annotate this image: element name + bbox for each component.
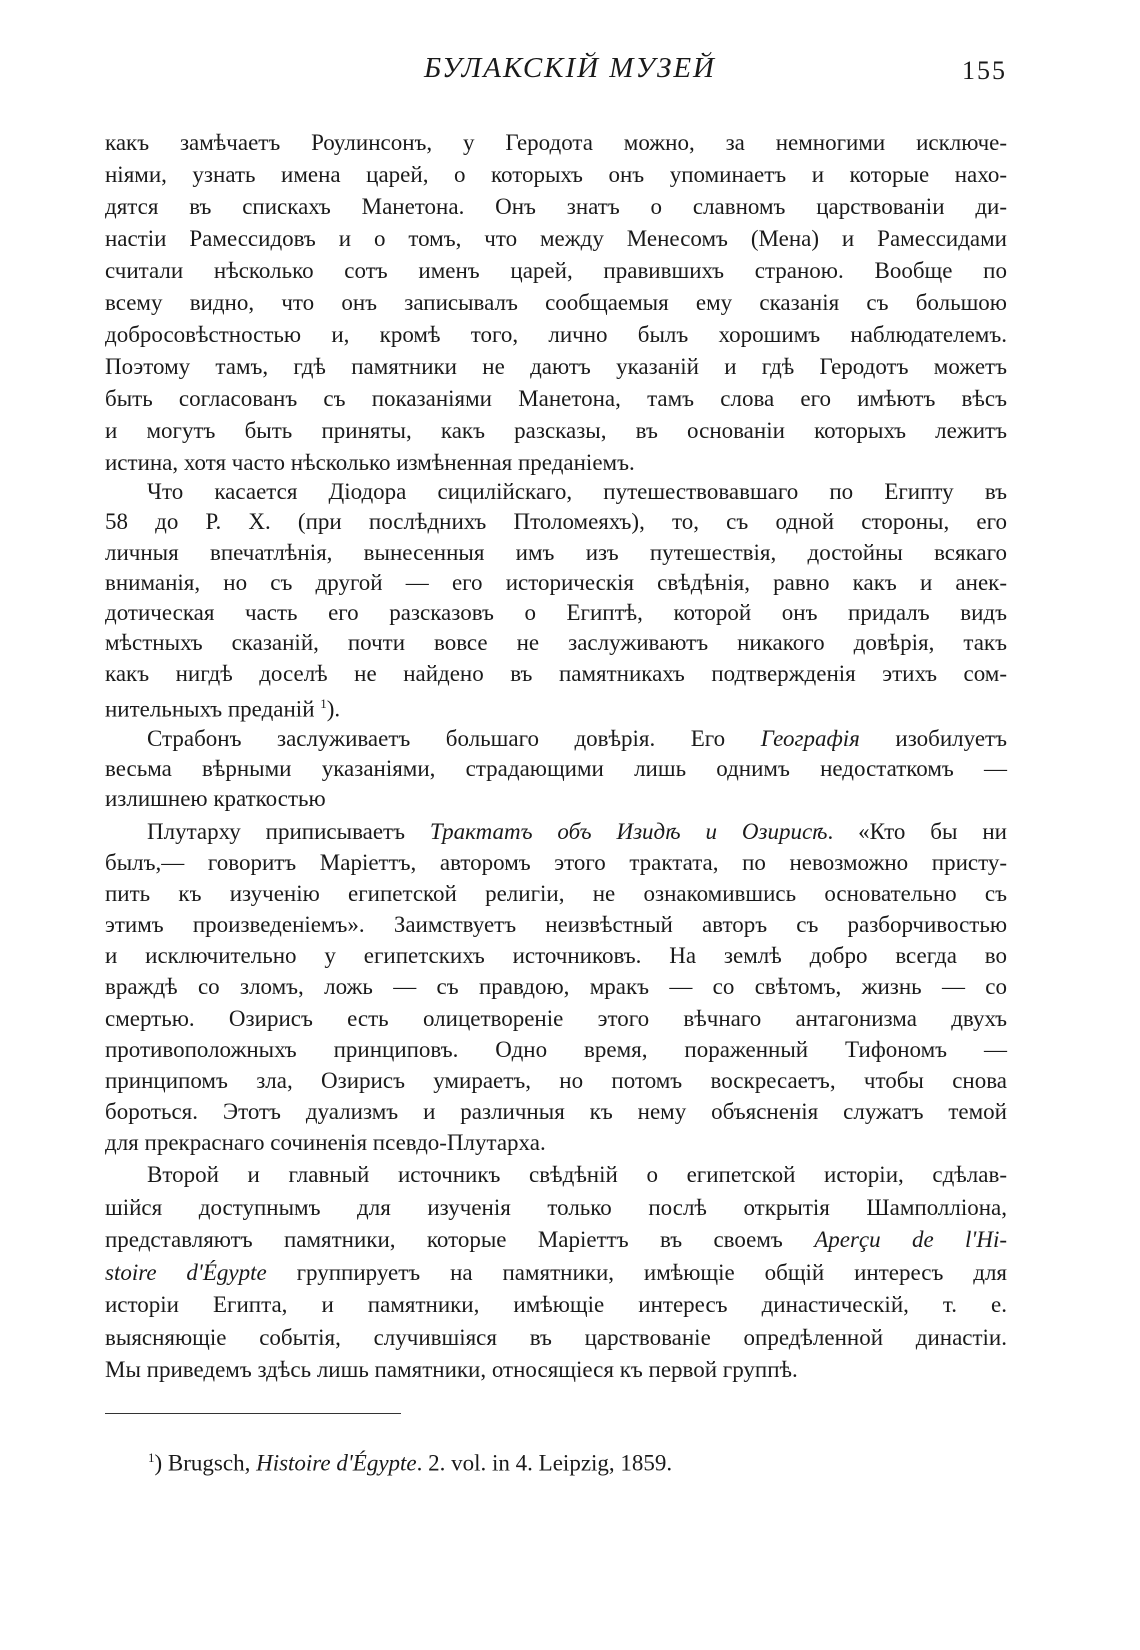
text-line [105, 1159, 1007, 1192]
text-run: Что касается Діодора сицилійскаго, путешествовавшаго по Египту въ [147, 479, 1007, 504]
text-run: излишнею краткостью [105, 786, 326, 811]
text-run: ) Brugsch, [154, 1450, 257, 1476]
text-run: выясняющіе событія, случившіяся въ царствованіе опредѣленной династіи. [105, 1324, 1007, 1350]
text-line [105, 878, 1007, 909]
text-line [105, 568, 1007, 598]
text-run: принципомъ зла, Озирисъ умираетъ, но потомъ воскресаетъ, чтобы снова [105, 1067, 1007, 1093]
text-line [105, 754, 1007, 784]
text-line [105, 659, 1007, 689]
text-run: для прекраснаго сочиненія псевдо-Плутарха. [105, 1129, 546, 1155]
text-line [105, 159, 1007, 191]
italic-title: Трактатъ объ Изидѣ и Озирисѣ [429, 819, 828, 844]
text-line [105, 1096, 1007, 1127]
text-run: враждѣ со зломъ, ложь — съ правдою, мракъ — со свѣтомъ, жизнь — со [105, 974, 1007, 1000]
text-run: пить къ изученію египетской религіи, не ознакомившись основательно съ [105, 881, 1007, 907]
text-run: представляютъ памятники, которые Маріеттъ въ своемъ [105, 1227, 815, 1252]
text-run: ніями, узнать имена царей, о которыхъ онъ упоминаетъ и которые нахо- [105, 162, 1007, 187]
text-run: . 2. vol. in 4. Leipzig, 1859. [416, 1450, 673, 1476]
paragraph-monuments [105, 1159, 1007, 1387]
text-run: истина, хотя часто нѣсколько измѣненная преданіемъ. [105, 450, 635, 475]
text-line [105, 1192, 1007, 1225]
text-line [105, 415, 1007, 447]
text-line [105, 1322, 1007, 1355]
footnote-divider [105, 1413, 401, 1414]
text-line [105, 1034, 1007, 1065]
text-line [105, 223, 1007, 255]
text-line [105, 628, 1007, 658]
text-run: шійся доступнымъ для изученія только послѣ открытія Шамполліона, [105, 1194, 1007, 1220]
footnote-marker: 1 [148, 1450, 155, 1465]
text-run: Мы приведемъ здѣсь лишь памятники, относящіеся къ первой группѣ. [105, 1357, 798, 1382]
text-run: ). [326, 696, 341, 722]
text-line [105, 383, 1007, 415]
text-line [105, 971, 1007, 1002]
text-run: Поэтому тамъ, гдѣ памятники не даютъ указаній и гдѣ Геродотъ можетъ [105, 354, 1007, 379]
text-line [105, 538, 1007, 568]
text-run: 58 до Р. Х. (при послѣднихъ Птоломеяхъ), то, съ одной стороны, его [105, 509, 1007, 535]
text-run: бороться. Этотъ дуализмъ и различныя къ нему объясненія служатъ темой [105, 1098, 1007, 1124]
italic-title: Histoire d'Égypte [256, 1450, 417, 1476]
footnote-marker: 1 [320, 696, 327, 712]
italic-title: stoire d'Égypte [105, 1259, 267, 1285]
text-line [105, 507, 1007, 537]
text-run: какъ нигдѣ доселѣ не найдено въ памятникахъ подтвержденія этихъ сом- [105, 660, 1007, 686]
text-run: этимъ произведеніемъ». Заимствуетъ неизвѣстный авторъ съ разборчивостью [105, 912, 1007, 938]
text-run: считали нѣсколько сотъ именъ царей, правившихъ страною. Вообще по [105, 258, 1007, 283]
paragraph-strabo [105, 724, 1007, 814]
text-run: Плутарху приписываетъ [147, 819, 430, 844]
text-line [105, 1257, 1007, 1290]
text-line [105, 1354, 1007, 1387]
text-run: дотическая часть его разсказовъ о Египтѣ, которой онъ придалъ видъ [105, 600, 1007, 626]
paragraph-herodotus [105, 127, 1007, 479]
text-run: и могутъ быть приняты, какъ разсказы, въ основаніи которыхъ лежитъ [105, 418, 1007, 443]
text-run: какъ замѣчаетъ Роулинсонъ, у Геродота можно, за немногими исключе- [105, 130, 1007, 155]
italic-title: Aperçu de l'Hi- [814, 1227, 1007, 1252]
running-header-title: БУЛАКСКІЙ МУЗЕЙ [424, 52, 716, 84]
text-run: исторіи Египта, и памятники, имѣющіе интересъ династическій, т. е. [105, 1292, 1007, 1317]
text-run: весьма вѣрными указаніями, страдающими лишь однимъ недостаткомъ — [105, 756, 1007, 781]
text-run: добросовѣстностью и, кромѣ того, лично былъ хорошимъ наблюдателемъ. [105, 322, 1007, 347]
text-line [105, 784, 1007, 814]
text-run: вниманія, но съ другой — его историческія свѣдѣнія, равно какъ и анек- [105, 569, 1007, 595]
text-line [105, 724, 1007, 754]
paragraph-diodorus [105, 477, 1007, 725]
text-line [105, 1224, 1007, 1257]
text-line [105, 477, 1007, 507]
text-line [105, 287, 1007, 319]
text-run: группируетъ на памятники, имѣющіе общій интересъ для [266, 1259, 1008, 1285]
text-line [105, 1065, 1007, 1096]
text-line [105, 255, 1007, 287]
text-line [105, 447, 1007, 479]
text-line [105, 598, 1007, 628]
text-line [105, 689, 1007, 725]
text-line [105, 191, 1007, 223]
text-line [105, 127, 1007, 159]
text-line [105, 319, 1007, 351]
text-run: Второй и главный источникъ свѣдѣній о египетской исторіи, сдѣлав- [147, 1162, 1007, 1187]
text-run: быть согласованъ съ показаніями Манетона, тамъ слова его имѣютъ вѣсъ [105, 386, 1007, 411]
text-run: . «Кто бы ни [827, 819, 1007, 844]
paragraph-plutarch [105, 816, 1007, 1158]
text-run: настіи Рамессидовъ и о томъ, что между Менесомъ (Мена) и Рамессидами [105, 226, 1007, 251]
text-line [105, 940, 1007, 971]
text-run: смертью. Озирисъ есть олицетвореніе этого вѣчнаго антагонизма двухъ [105, 1005, 1007, 1031]
text-run: былъ,— говоритъ Маріеттъ, авторомъ этого трактата, по невозможно присту- [105, 850, 1007, 876]
page-number: 155 [962, 56, 1007, 85]
text-run: нительныхъ преданій [105, 696, 321, 722]
text-run: личныя впечатлѣнія, вынесенныя имъ изъ путешествія, достойны всякаго [105, 539, 1007, 565]
text-line [105, 1127, 1007, 1158]
text-run: противоположныхъ принциповъ. Одно время, пораженный Тифономъ — [105, 1036, 1007, 1062]
text-run: всему видно, что онъ записывалъ сообщаемыя ему сказанія съ большою [105, 290, 1007, 315]
text-run: дятся въ спискахъ Манетона. Онъ знатъ о славномъ царствованіи ди- [105, 194, 1007, 219]
text-run: Страбонъ заслуживаетъ большаго довѣрія. Его [147, 726, 761, 751]
text-line [105, 909, 1007, 940]
text-line [105, 351, 1007, 383]
text-line [105, 816, 1007, 847]
italic-title: Географія [760, 726, 860, 751]
text-line [105, 1003, 1007, 1034]
text-run: мѣстныхъ сказаній, почти вовсе не заслуживаютъ никакого довѣрія, такъ [105, 630, 1007, 656]
text-run: изобилуетъ [859, 726, 1007, 751]
text-run: и исключительно у египетскихъ источниковъ. На землѣ добро всегда во [105, 943, 1007, 969]
text-line [105, 1289, 1007, 1322]
text-line [105, 847, 1007, 878]
footnote [148, 1450, 672, 1477]
